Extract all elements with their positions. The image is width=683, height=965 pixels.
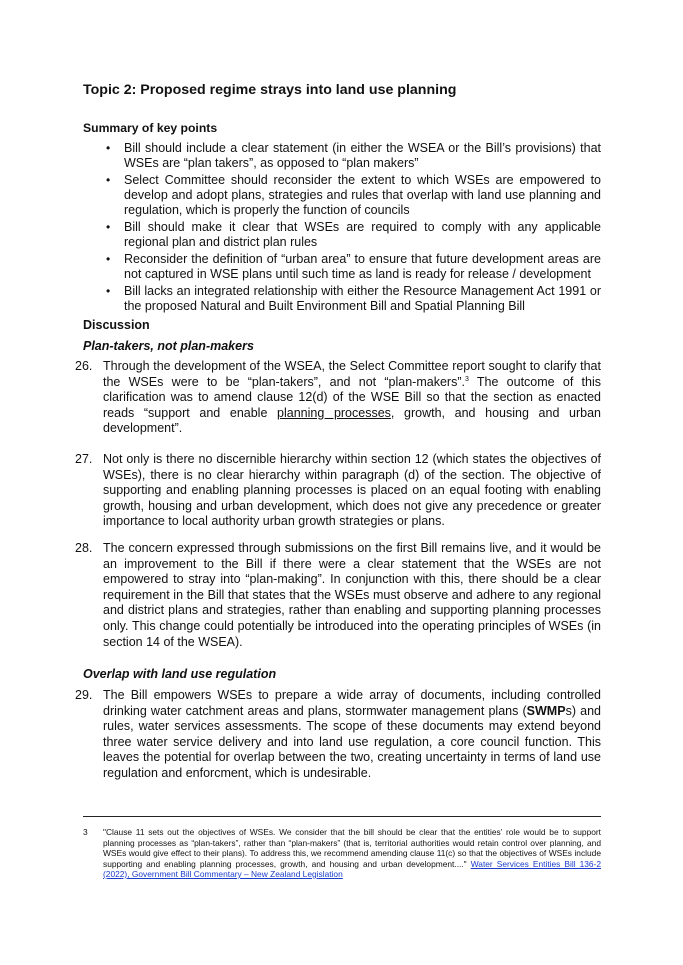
paragraph-text-part: The Bill empowers WSEs to prepare a wide array of documents, including controlled drinking water catchment areas and plans, stormwater management plans ( <box>103 688 601 718</box>
discussion-heading: Discussion <box>83 318 150 332</box>
footnote-number: 3 <box>83 827 88 837</box>
paragraph-text-part: s) and rules, water services assessments. The scope of these documents may extend beyond three water service delivery and into land use regulation, a core council function. This leaves the potential for overlap between the two, creating uncertainty in terms of land use regulation and enforcment, which is undesirable. <box>103 703 601 780</box>
paragraph-29 <box>75 688 601 782</box>
underlined-phrase: planning processes <box>277 405 391 420</box>
subheading-overlap: Overlap with land use regulation <box>83 667 277 681</box>
list-item: • Bill should include a clear statement (in either the WSEA or the Bill’s provisions) that WSEs are “plan takers”, as opposed to “plan makers” <box>104 141 601 171</box>
footnote-text <box>103 827 601 880</box>
paragraph-number: 28. <box>75 541 93 555</box>
footnote-divider <box>83 816 601 817</box>
topic-title: Topic 2: Proposed regime strays into land use planning <box>83 82 457 98</box>
list-item: • Reconsider the definition of “urban area” to ensure that future development areas are not captured in WSE plans until such time as land is ready for release / development <box>104 252 601 282</box>
paragraph-text-part: , growth, and housing and urban development”. <box>103 405 601 436</box>
key-points-list <box>104 141 601 316</box>
paragraph-number: 26. <box>75 359 93 373</box>
paragraph-number: 27. <box>75 452 93 466</box>
paragraph-28 <box>75 541 601 650</box>
list-item: • Bill lacks an integrated relationship with either the Resource Management Act 1991 or the proposed Natural and Built Environment Bill and Spatial Planning Bill <box>104 284 601 314</box>
paragraph-text <box>103 688 601 782</box>
bold-term: SWMP <box>526 703 566 718</box>
footnote-ref[interactable]: 3 <box>464 375 469 383</box>
paragraph-number: 29. <box>75 688 93 702</box>
paragraph-text-part: Through the development of the WSEA, the Select Committee report sought to clarify that the WSEs were to be “plan-takers”, and not “plan-makers”. <box>103 359 601 389</box>
paragraph-26 <box>75 359 601 437</box>
list-item: • Bill should make it clear that WSEs are required to comply with any applicable regional plan and district plan rules <box>104 220 601 250</box>
legislation-link[interactable]: Water Services Entities Bill 136-2 (2022), Government Bill Commentary – New Zealand Legislation <box>103 858 602 879</box>
paragraph-27 <box>75 452 601 530</box>
list-item: • Select Committee should reconsider the extent to which WSEs are empowered to develop and adopt plans, strategies and rules that overlap with land use planning and regulation, which is properly the function of councils <box>104 173 601 218</box>
paragraph-text-part: The outcome of this clarification was to amend clause 12(d) of the WSE Bill so that the section as enacted reads “support and enable <box>103 374 601 420</box>
footnote <box>83 827 601 880</box>
paragraph-text: Not only is there no discernible hierarchy within section 12 (which states the objectives of WSEs), there is no clear hierarchy within paragraph (d) of the section. The objective of supporting and enabling planning processes is placed on an equal footing with enabling growth, housing and urban development, which does not give any precedence or greater importance to local authority urban growth strategies or plans. <box>103 452 601 529</box>
paragraph-text <box>103 359 601 437</box>
summary-heading: Summary of key points <box>83 121 218 135</box>
subheading-plan-takers: Plan-takers, not plan-makers <box>83 339 254 353</box>
footnote-text-part: "Clause 11 sets out the objectives of WSEs. We consider that the bill should be clear that the entities’ role would be to support planning processes as “plan-takers”, rather than “plan-makers” (that is, territorial authorities would retain control over planning, and WSEs would give effect to their plans). To address this, we recommend amending clause 11(c) so that the objectives of WSEs include supporting and enabling planning processes, growth, and housing and urban development...." <box>103 827 601 869</box>
paragraph-text: The concern expressed through submissions on the first Bill remains live, and it would be an improvement to the Bill if there were a clear statement that the WSEs are not empowered to stray into “plan-making”. In conjunction with this, there should be a clear requirement in the Bill that states that the WSEs must observe and adhere to any regional and district plans and strategies, rather than enabling and supporting planning processes only. This change could potentially be introduced into the operating principles of WSEs (in section 14 of the WSEA). <box>103 541 601 649</box>
